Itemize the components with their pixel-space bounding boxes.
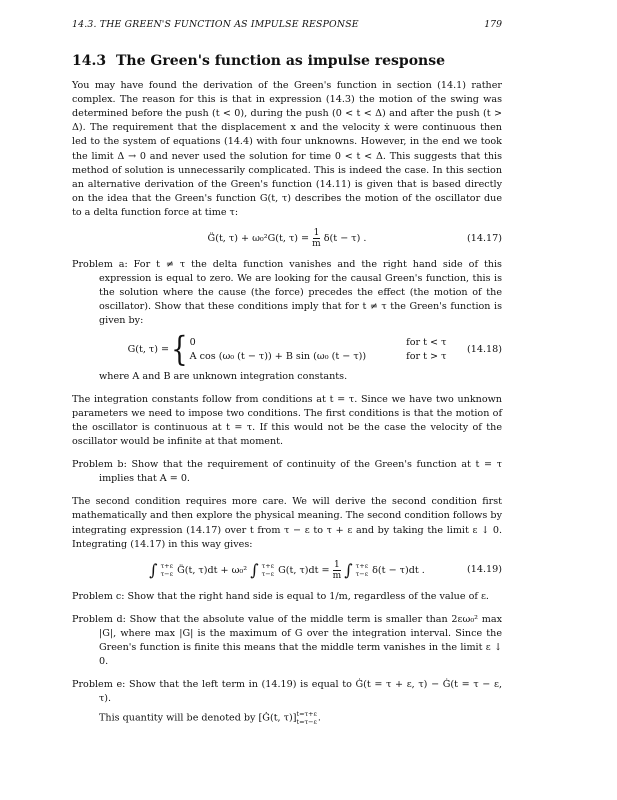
problem-b-label: Problem b:	[72, 459, 127, 471]
running-head	[72, 18, 502, 32]
integral-1-upper: τ+ε	[160, 562, 173, 571]
problem-d	[72, 613, 502, 669]
integral-sign-2: ∫	[250, 560, 259, 580]
page	[72, 18, 502, 726]
eq-14-18-row1-expr: 0	[189, 336, 196, 348]
problem-a	[72, 258, 502, 328]
problem-b	[72, 458, 502, 486]
integral-2-upper: τ+ε	[261, 562, 275, 571]
eq-14-18-row2-cond: for t > τ	[406, 350, 447, 362]
left-brace: {	[171, 330, 188, 370]
problem-e-label: Problem e:	[72, 679, 126, 691]
eq-14-19-fraction	[333, 560, 342, 581]
eq-14-18-row1-cond: for t < τ	[406, 336, 447, 348]
equation-14-18	[72, 330, 502, 370]
problem-c-label: Problem c:	[72, 590, 125, 602]
page-number: 179	[484, 19, 502, 30]
eq-14-19-term3: δ(t − τ)dt .	[372, 564, 425, 576]
eq-14-18-tag: (14.18)	[467, 343, 502, 355]
problem-a-text: For t ≠ τ the delta function vanishes and the right hand side of this expression is equal to zero. We are looking for the causal Green's function, this is the solution where the cause (the force) precedes the effect (the motion of the oscillator). Show that these conditions imply that for t ≠ τ the Green's function is given by:	[99, 259, 502, 327]
eq-14-18-cases	[190, 336, 447, 364]
integral-3-limits	[356, 562, 368, 578]
problem-e-end: .	[317, 712, 321, 724]
section-number: 14.3	[72, 53, 107, 70]
eq-14-19-term1: G̈(t, τ)dt + ω₀²	[177, 564, 248, 576]
after-eq-14-18: where A and B are unknown integration constants.	[99, 370, 348, 382]
eq-14-19-denominator: m	[332, 570, 342, 581]
problem-d-label: Problem d:	[72, 613, 126, 625]
paragraph-second-condition: The second condition requires more care. We will derive the second condition first mathematically and then explore the physical meaning. The second condition follows by integrating expression (14.17) over t from τ − ε to τ + ε and by taking the limit ε ↓ 0. Integrating (14.17) in this way gives:	[72, 496, 502, 550]
integral-1-lower: τ−ε	[160, 570, 173, 579]
problem-c	[72, 590, 502, 604]
problem-c-text: Show that the right hand side is equal to 1/m, regardless of the value of ε.	[127, 590, 489, 602]
intro-paragraph: You may have found the derivation of the Green's function in section (14.1) rather complex. The reason for this is that in expression (14.3) the motion of the swing was determined before the push (t < 0), during the push (0 < t < Δ) and after the push (t > Δ). The requirement that the displacement x and the velocity ẋ were continuous then led to the system of equations (14.4) with four unknowns. However, in the end we took the limit Δ → 0 and never used the solution for time 0 < t < Δ. This suggests that this method of solution is unnecessarily complicated. This is indeed the case. In this section an alternative derivation of the Green's function (14.11) is given that is based directly on the idea that the Green's function G(t, τ) describes the motion of the oscillator due to a delta function force at time τ:	[72, 80, 502, 218]
eq-14-17-tag: (14.17)	[467, 232, 502, 244]
section-heading	[72, 53, 502, 69]
eq-14-18-lhs: G(t, τ) =	[127, 343, 170, 355]
eq-14-17-fraction	[312, 228, 321, 249]
problem-d-text: Show that the absolute value of the middle term is smaller than 2εω₀² max |G|, where max |G| is the maximum of G over the integration interval. Since the Green's function is finite this means that the middle term vanishes in the limit ε ↓ 0.	[99, 613, 502, 668]
problem-e-bracket-lower: t=τ−ε	[296, 718, 317, 727]
eq-14-19-numerator: 1	[334, 559, 340, 570]
integral-2-lower: τ−ε	[261, 570, 275, 579]
eq-14-19-tag: (14.19)	[467, 564, 502, 576]
problem-e-text2: This quantity will be denoted by	[99, 712, 256, 724]
eq-14-17-rhs: δ(t − τ) .	[323, 233, 367, 245]
equation-14-17	[72, 228, 502, 249]
problem-e-bracket-limits	[296, 710, 316, 726]
integral-3-upper: τ+ε	[355, 562, 369, 571]
problem-e-continued	[72, 710, 502, 726]
running-head-title: 14.3. THE GREEN'S FUNCTION AS IMPULSE RESPONSE	[72, 19, 359, 30]
integral-1-limits	[161, 562, 173, 578]
problem-e-text: Show that the left term in (14.19) is equal to Ġ(t = τ + ε, τ) − Ġ(t = τ − ε, τ).	[99, 679, 502, 705]
eq-14-17-numerator: 1	[313, 228, 320, 239]
eq-14-17-denominator: m	[312, 239, 321, 250]
integral-3-lower: τ−ε	[355, 570, 369, 579]
equation-14-19	[72, 560, 502, 581]
problem-e-bracket-expr: [Ġ(t, τ)]	[258, 712, 297, 724]
problem-b-text: Show that the requirement of continuity of the Green's function at t = τ implies that A = 0.	[99, 459, 502, 485]
integral-2-limits	[262, 562, 274, 578]
problem-e	[72, 678, 502, 706]
paragraph-constants: The integration constants follow from conditions at t = τ. Since we have two unknown parameters we need to impose two conditions. The first conditions is that the motion of the oscillator is continuous at t = τ. If this would not be the case the velocity of the oscillator would be infinite at that moment.	[72, 393, 502, 448]
problem-a-label: Problem a:	[72, 259, 128, 271]
integral-sign-1: ∫	[149, 560, 158, 580]
integral-sign-3: ∫	[344, 560, 353, 580]
section-title: The Green's function as impulse response	[116, 53, 445, 70]
eq-14-17-lhs: G̈(t, τ) + ω₀²G(t, τ) =	[207, 233, 310, 245]
problem-e-bracket-upper: t=τ+ε	[296, 710, 317, 719]
eq-14-19-term2: G(t, τ)dt =	[278, 564, 330, 576]
eq-14-18-row2-expr: A cos (ω₀ (t − τ)) + B sin (ω₀ (t − τ))	[189, 350, 367, 362]
